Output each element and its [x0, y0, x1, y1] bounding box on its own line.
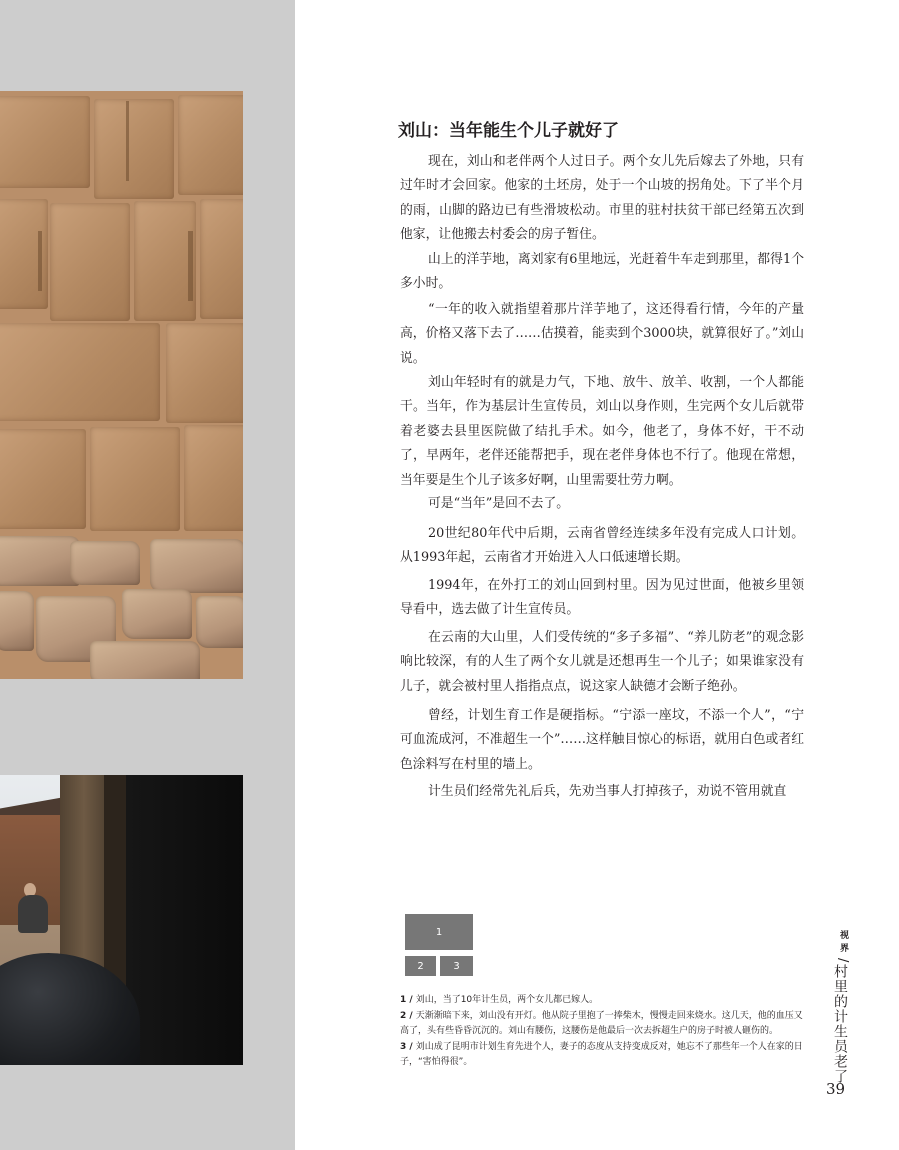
- photo-index-3: 3: [440, 956, 473, 976]
- paragraph: 可是“当年”是回不去了。: [428, 496, 570, 511]
- caption-1: [400, 993, 805, 1009]
- paragraph: 在云南的大山里，人们受传统的“多子多福”、“养儿防老”的观念影响比较深，有的人生了两个女儿就是还想再生一个儿子；如果谁家没有儿子，就会被村里人指指点点，说这家人缺德才会断子绝孙。: [400, 630, 804, 694]
- caption-text: 天渐渐暗下来，刘山没有开灯。他从院子里抱了一捧柴木，慢慢走回来烧水。这几天，他的血压又高了，头有些昏昏沉沉的。刘山有腰伤，这腰伤是他最后一次去拆超生户的房子时被人砸伤的。: [400, 1010, 803, 1037]
- paragraph: 计生员们经常先礼后兵，先劝当事人打掉孩子，劝说不管用就直: [428, 784, 787, 799]
- article-headline: 刘山：当年能生个儿子就好了: [398, 121, 619, 141]
- paragraph: 20世纪80年代中后期，云南省曾经连续多年没有完成人口计划。从1993年起，云南省才开始进入人口低速增长期。: [400, 526, 804, 566]
- running-header: [832, 930, 850, 1084]
- caption-number: 2 /: [400, 1010, 413, 1021]
- column-title: 村里的计生员老了: [832, 964, 848, 1085]
- section-name: 视界: [838, 930, 848, 956]
- paragraph: “一年的收入就指望着那片洋芋地了，这还得看行情，今年的产量高，价格又落下去了……估摸着，能卖到个3000块，就算很好了。”刘山说。: [400, 302, 804, 366]
- caption-3: [400, 1040, 805, 1071]
- photo-index-1: 1: [405, 914, 473, 950]
- paragraph: 1994年，在外打工的刘山回到村里。因为见过世面，他被乡里领导看中，选去做了计生宣传员。: [400, 578, 804, 618]
- separator-slash: /: [835, 958, 850, 963]
- paragraph: 刘山年轻时有的就是力气，下地、放牛、放羊、收割，一个人都能干。当年，作为基层计生宣传员，刘山以身作则，生完两个女儿后就带着老婆去县里医院做了结扎手术。如今，他老了，身体不好，干不动了，早两年，老伴还能帮把手，现在老伴身体也不行了。他现在常想，当年要是生个儿子该多好啊，山里需要壮劳力啊。: [400, 375, 804, 488]
- photo-doorway: [0, 775, 243, 1065]
- caption-number: 3 /: [400, 1041, 413, 1052]
- caption-2: [400, 1009, 805, 1040]
- caption-text: 刘山，当了10年计生员，两个女儿都已嫁人。: [415, 995, 599, 1005]
- photo-index-2: 2: [405, 956, 436, 976]
- page-number: 39: [826, 1080, 846, 1098]
- photo-mud-brick-wall: [0, 91, 243, 679]
- paragraph: 曾经，计划生育工作是硬指标。“宁添一座坟，不添一个人”，“宁可血流成河，不准超生一个”……这样触目惊心的标语，就用白色或者红色涂料写在村里的墙上。: [400, 708, 804, 772]
- photo-captions: [400, 993, 805, 1071]
- caption-number: 1 /: [400, 995, 413, 1005]
- paragraph: 山上的洋芋地，离刘家有6里地远，光赶着牛车走到那里，都得1个多小时。: [400, 252, 804, 292]
- caption-text: 刘山成了昆明市计划生育先进个人，妻子的态度从支持变成反对，她忘不了那些年一个人在家的日子，“害怕得很”。: [400, 1041, 803, 1068]
- paragraph: 现在，刘山和老伴两个人过日子。两个女儿先后嫁去了外地，只有过年时才会回家。他家的土坯房，处于一个山坡的拐角处。下了半个月的雨，山脚的路边已有些滑坡松动。市里的驻村扶贫干部已经第五次到他家，让他搬去村委会的房子暂住。: [400, 154, 804, 243]
